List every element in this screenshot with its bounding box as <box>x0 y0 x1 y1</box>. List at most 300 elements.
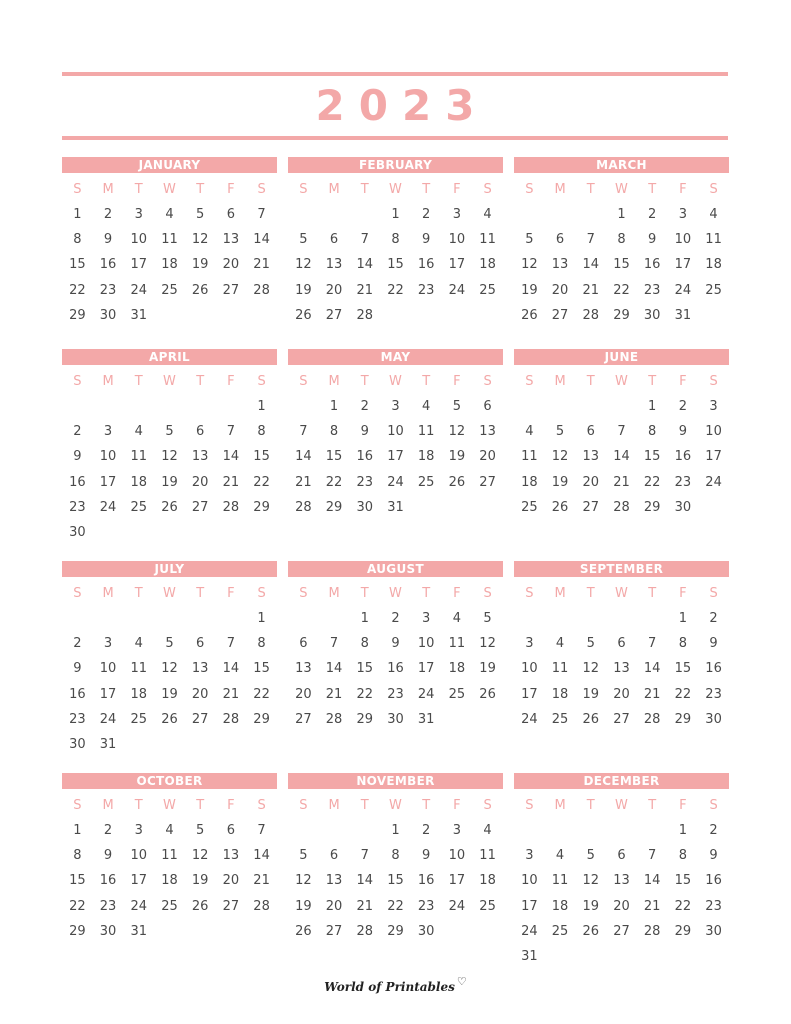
day-cell: 17 <box>448 257 466 273</box>
day-cell: 4 <box>555 636 565 652</box>
weekday-label: T <box>586 182 595 197</box>
empty-day-cell <box>545 606 576 631</box>
day-cell: 28 <box>222 711 240 727</box>
day-cell: 26 <box>448 474 466 490</box>
day-cell: 20 <box>222 257 240 273</box>
day-cell: 16 <box>387 661 404 677</box>
day-cell: 13 <box>613 873 630 889</box>
day-cell: 18 <box>705 257 722 273</box>
day-cell: 18 <box>448 661 466 677</box>
month-name: APRIL <box>62 349 277 365</box>
weekday-label: S <box>299 586 308 601</box>
week-row <box>288 444 503 469</box>
day-cell: 2 <box>391 611 400 626</box>
weekday-label: F <box>679 374 687 389</box>
day-cell: 23 <box>705 898 722 914</box>
day-cell: 16 <box>674 449 692 465</box>
weekday-label: W <box>163 798 176 813</box>
empty-day-cell <box>698 944 729 969</box>
week-row <box>62 919 277 944</box>
empty-day-cell <box>575 394 606 419</box>
day-cell: 3 <box>525 848 534 864</box>
day-cell: 12 <box>295 257 312 273</box>
week-row <box>514 894 729 919</box>
day-cell: 7 <box>226 636 235 652</box>
day-cell: 2 <box>709 823 718 838</box>
weekday-label: F <box>453 182 461 197</box>
month-august <box>288 561 503 732</box>
week-row <box>288 470 503 495</box>
day-cell: 30 <box>417 923 435 939</box>
empty-day-cell <box>216 919 247 944</box>
empty-day-cell <box>472 303 503 328</box>
day-cell: 31 <box>99 736 117 752</box>
month-name: NOVEMBER <box>288 773 503 789</box>
day-cell: 22 <box>674 898 692 914</box>
weekday-header-row <box>514 182 729 198</box>
day-cell: 22 <box>387 898 404 914</box>
day-cell: 27 <box>479 474 496 490</box>
day-cell: 2 <box>103 823 113 838</box>
weekday-label: T <box>586 374 595 389</box>
empty-day-cell <box>442 495 473 520</box>
weekday-header-row <box>288 182 503 198</box>
weekday-label: M <box>328 182 340 197</box>
week-row <box>514 227 729 252</box>
day-cell: 20 <box>551 282 569 298</box>
week-row <box>514 944 729 969</box>
weekday-label: M <box>554 182 566 197</box>
brand-logo <box>0 975 791 994</box>
week-row <box>62 252 277 277</box>
day-cell: 30 <box>69 736 86 752</box>
empty-day-cell <box>62 606 93 631</box>
weekday-label: T <box>134 586 143 601</box>
day-cell: 11 <box>479 232 496 248</box>
weekday-label: M <box>102 374 114 389</box>
week-row <box>288 227 503 252</box>
month-december <box>514 773 729 969</box>
empty-day-cell <box>123 732 154 757</box>
empty-day-cell <box>514 394 545 419</box>
year-title: 2023 <box>315 81 489 130</box>
weekday-label: W <box>163 586 176 601</box>
day-cell: 25 <box>551 711 569 727</box>
empty-day-cell <box>93 606 124 631</box>
day-cell: 10 <box>387 424 404 440</box>
day-cell: 12 <box>191 848 209 864</box>
week-row <box>514 394 729 419</box>
empty-day-cell <box>575 818 606 843</box>
day-cell: 28 <box>643 923 661 939</box>
day-cell: 27 <box>222 898 240 914</box>
weekday-label: T <box>648 586 657 601</box>
day-cell: 23 <box>705 686 722 702</box>
day-cell: 10 <box>130 848 148 864</box>
day-cell: 21 <box>295 474 312 490</box>
day-cell: 4 <box>555 848 565 864</box>
day-cell: 13 <box>222 848 240 864</box>
empty-day-cell <box>123 606 154 631</box>
day-cell: 29 <box>325 499 343 515</box>
day-cell: 25 <box>551 923 569 939</box>
week-row <box>514 419 729 444</box>
day-cell: 25 <box>417 474 435 490</box>
weekday-label: W <box>615 374 628 389</box>
day-cell: 16 <box>99 257 117 273</box>
day-cell: 18 <box>551 898 569 914</box>
empty-day-cell <box>216 394 247 419</box>
weekday-header-row <box>62 798 277 814</box>
empty-day-cell <box>545 944 576 969</box>
day-cell: 24 <box>674 282 692 298</box>
day-cell: 17 <box>99 474 117 490</box>
month-june <box>514 349 729 520</box>
day-cell: 28 <box>356 307 374 323</box>
day-cell: 24 <box>521 711 538 727</box>
day-cell: 4 <box>525 424 534 440</box>
day-cell: 1 <box>257 399 266 414</box>
weekday-header-row <box>514 798 729 814</box>
week-row <box>288 656 503 681</box>
day-cell: 1 <box>678 823 687 838</box>
day-cell: 7 <box>226 424 235 440</box>
day-cell: 10 <box>521 661 538 677</box>
week-row <box>62 732 277 757</box>
weekday-label: W <box>163 182 176 197</box>
empty-day-cell <box>154 394 185 419</box>
empty-day-cell <box>154 520 185 545</box>
weekday-label: S <box>709 374 718 389</box>
day-cell: 14 <box>582 257 600 273</box>
empty-day-cell <box>246 520 277 545</box>
empty-day-cell <box>472 919 503 944</box>
day-cell: 14 <box>222 449 240 465</box>
day-cell: 26 <box>191 898 209 914</box>
day-cell: 1 <box>329 399 339 414</box>
day-cell: 25 <box>161 282 178 298</box>
day-cell: 29 <box>387 923 404 939</box>
weekday-label: T <box>360 586 369 601</box>
day-cell: 31 <box>417 711 435 727</box>
day-cell: 22 <box>387 282 404 298</box>
empty-day-cell <box>185 520 216 545</box>
day-cell: 10 <box>448 848 466 864</box>
day-cell: 26 <box>161 711 178 727</box>
day-cell: 22 <box>325 474 343 490</box>
day-cell: 9 <box>360 424 369 440</box>
day-cell: 25 <box>479 898 496 914</box>
day-cell: 23 <box>99 282 117 298</box>
day-cell: 2 <box>709 611 718 626</box>
day-cell: 20 <box>325 898 343 914</box>
empty-day-cell <box>154 732 185 757</box>
day-cell: 7 <box>586 232 595 248</box>
day-cell: 6 <box>226 823 235 838</box>
day-cell: 19 <box>448 449 466 465</box>
day-cell: 5 <box>165 424 174 440</box>
day-cell: 8 <box>648 424 657 440</box>
weekday-label: W <box>389 182 402 197</box>
day-cell: 24 <box>130 898 148 914</box>
day-cell: 5 <box>299 848 308 864</box>
day-cell: 16 <box>69 474 86 490</box>
day-cell: 1 <box>617 207 626 222</box>
week-row <box>288 919 503 944</box>
weekday-label: T <box>134 374 143 389</box>
day-cell: 4 <box>165 823 174 838</box>
day-cell: 28 <box>253 282 270 298</box>
day-cell: 30 <box>356 499 374 515</box>
week-row <box>514 707 729 732</box>
weekday-label: W <box>389 798 402 813</box>
day-cell: 29 <box>613 307 630 323</box>
weekday-label: S <box>483 798 492 813</box>
day-cell: 3 <box>678 207 687 222</box>
weekday-label: S <box>709 182 718 197</box>
empty-day-cell <box>288 818 319 843</box>
empty-day-cell <box>442 707 473 732</box>
day-cell: 2 <box>678 399 687 414</box>
day-cell: 13 <box>613 661 630 677</box>
day-cell: 15 <box>325 449 343 465</box>
day-cell: 25 <box>448 686 466 702</box>
day-cell: 28 <box>582 307 600 323</box>
day-cell: 29 <box>674 711 692 727</box>
day-cell: 14 <box>295 449 312 465</box>
day-cell: 24 <box>448 898 466 914</box>
day-cell: 29 <box>674 923 692 939</box>
day-cell: 23 <box>356 474 374 490</box>
week-row <box>514 444 729 469</box>
day-cell: 22 <box>253 474 270 490</box>
day-cell: 10 <box>674 232 692 248</box>
weekday-label: T <box>196 798 205 813</box>
day-cell: 31 <box>674 307 692 323</box>
day-cell: 18 <box>479 873 496 889</box>
day-cell: 22 <box>69 282 86 298</box>
weekday-label: W <box>615 586 628 601</box>
day-cell: 23 <box>387 686 404 702</box>
day-cell: 3 <box>525 636 534 652</box>
day-cell: 3 <box>709 399 718 414</box>
weekday-label: F <box>453 586 461 601</box>
week-row <box>288 495 503 520</box>
empty-day-cell <box>545 394 576 419</box>
day-cell: 18 <box>161 873 178 889</box>
day-cell: 16 <box>417 873 435 889</box>
day-cell: 9 <box>709 636 718 652</box>
day-cell: 30 <box>674 499 692 515</box>
day-cell: 10 <box>417 636 435 652</box>
week-row <box>288 843 503 868</box>
day-cell: 6 <box>329 848 339 864</box>
day-cell: 8 <box>257 636 266 652</box>
day-cell: 12 <box>448 424 466 440</box>
week-row <box>288 682 503 707</box>
weekday-label: T <box>196 586 205 601</box>
week-row <box>514 868 729 893</box>
week-row <box>514 495 729 520</box>
day-cell: 17 <box>99 686 117 702</box>
week-row <box>514 682 729 707</box>
weekday-label: S <box>709 798 718 813</box>
day-cell: 9 <box>648 232 657 248</box>
day-cell: 12 <box>582 873 600 889</box>
day-cell: 8 <box>360 636 369 652</box>
day-cell: 1 <box>73 207 82 222</box>
day-cell: 3 <box>391 399 400 414</box>
day-cell: 31 <box>130 923 148 939</box>
week-row <box>62 818 277 843</box>
day-cell: 26 <box>479 686 496 702</box>
day-cell: 29 <box>356 711 374 727</box>
weekday-label: T <box>196 182 205 197</box>
weekday-label: T <box>648 182 657 197</box>
weekday-label: T <box>648 374 657 389</box>
day-cell: 21 <box>325 686 343 702</box>
day-cell: 21 <box>643 686 661 702</box>
weekday-label: S <box>257 374 266 389</box>
day-cell: 19 <box>582 898 600 914</box>
day-cell: 6 <box>226 207 235 222</box>
day-cell: 18 <box>130 686 148 702</box>
day-cell: 2 <box>73 424 82 440</box>
day-cell: 7 <box>299 424 308 440</box>
day-cell: 15 <box>387 257 404 273</box>
day-cell: 23 <box>417 282 435 298</box>
weekday-label: M <box>328 798 340 813</box>
day-cell: 24 <box>130 282 148 298</box>
day-cell: 14 <box>356 257 374 273</box>
day-cell: 16 <box>417 257 435 273</box>
empty-day-cell <box>606 818 637 843</box>
empty-day-cell <box>606 944 637 969</box>
day-cell: 13 <box>325 257 343 273</box>
day-cell: 13 <box>191 661 209 677</box>
month-april <box>62 349 277 545</box>
day-cell: 5 <box>196 823 205 838</box>
weekday-label: S <box>73 374 82 389</box>
weekday-label: S <box>525 182 534 197</box>
month-name: SEPTEMBER <box>514 561 729 577</box>
day-cell: 1 <box>678 611 687 626</box>
day-cell: 8 <box>73 232 82 248</box>
day-cell: 20 <box>325 282 343 298</box>
day-cell: 2 <box>648 207 657 222</box>
day-cell: 26 <box>161 499 178 515</box>
day-cell: 10 <box>448 232 466 248</box>
day-cell: 16 <box>705 661 722 677</box>
day-cell: 8 <box>617 232 626 248</box>
day-cell: 17 <box>521 898 538 914</box>
weekday-label: F <box>679 182 687 197</box>
weekday-label: T <box>134 798 143 813</box>
day-cell: 2 <box>360 399 369 414</box>
day-cell: 11 <box>551 873 569 889</box>
week-row <box>62 495 277 520</box>
day-cell: 12 <box>479 636 496 652</box>
empty-day-cell <box>442 303 473 328</box>
day-cell: 28 <box>613 499 630 515</box>
weekday-label: W <box>389 374 402 389</box>
weekday-label: S <box>299 798 308 813</box>
empty-day-cell <box>216 520 247 545</box>
day-cell: 19 <box>521 282 538 298</box>
empty-day-cell <box>545 202 576 227</box>
day-cell: 5 <box>196 207 205 222</box>
day-cell: 7 <box>648 636 657 652</box>
empty-day-cell <box>288 202 319 227</box>
day-cell: 4 <box>422 399 431 414</box>
weekday-label: W <box>389 586 402 601</box>
empty-day-cell <box>93 394 124 419</box>
empty-day-cell <box>319 202 350 227</box>
empty-day-cell <box>319 818 350 843</box>
weekday-label: T <box>422 374 431 389</box>
day-cell: 30 <box>387 711 404 727</box>
day-cell: 12 <box>521 257 538 273</box>
day-cell: 21 <box>356 282 374 298</box>
day-cell: 20 <box>582 474 600 490</box>
empty-day-cell <box>411 495 442 520</box>
day-cell: 5 <box>452 399 461 414</box>
day-cell: 15 <box>253 661 270 677</box>
empty-day-cell <box>545 818 576 843</box>
week-row <box>62 606 277 631</box>
day-cell: 15 <box>356 661 374 677</box>
week-row <box>288 606 503 631</box>
empty-day-cell <box>185 606 216 631</box>
weekday-label: T <box>586 798 595 813</box>
weekday-label: S <box>73 798 82 813</box>
day-cell: 11 <box>161 848 178 864</box>
day-cell: 21 <box>582 282 600 298</box>
weekday-label: T <box>648 798 657 813</box>
day-cell: 2 <box>422 823 431 838</box>
weekday-label: F <box>679 586 687 601</box>
day-cell: 10 <box>99 449 117 465</box>
week-row <box>288 818 503 843</box>
empty-day-cell <box>123 394 154 419</box>
weekday-label: T <box>196 374 205 389</box>
day-cell: 12 <box>191 232 209 248</box>
weekday-label: M <box>102 586 114 601</box>
day-cell: 6 <box>196 636 205 652</box>
week-row <box>62 278 277 303</box>
week-row <box>62 202 277 227</box>
day-cell: 29 <box>69 307 86 323</box>
day-cell: 2 <box>103 207 113 222</box>
day-cell: 20 <box>191 686 209 702</box>
day-cell: 12 <box>582 661 600 677</box>
day-cell: 21 <box>643 898 661 914</box>
day-cell: 6 <box>555 232 565 248</box>
day-cell: 19 <box>161 474 178 490</box>
day-cell: 29 <box>643 499 661 515</box>
empty-day-cell <box>575 944 606 969</box>
day-cell: 26 <box>191 282 209 298</box>
day-cell: 3 <box>134 207 143 222</box>
day-cell: 11 <box>551 661 569 677</box>
day-cell: 3 <box>452 823 461 838</box>
empty-day-cell <box>637 818 668 843</box>
empty-day-cell <box>472 707 503 732</box>
weekday-label: M <box>102 798 114 813</box>
empty-day-cell <box>668 944 699 969</box>
day-cell: 4 <box>165 207 174 222</box>
week-row <box>62 682 277 707</box>
